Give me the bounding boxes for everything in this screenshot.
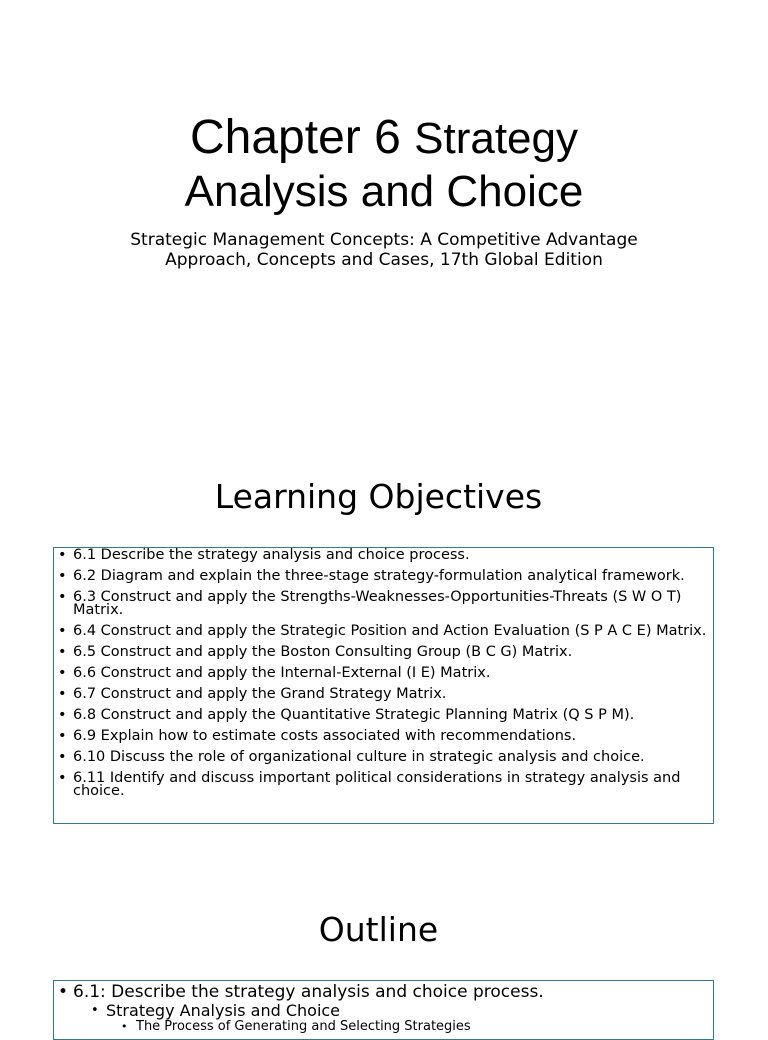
objective-item: • 6.10 Discuss the role of organizational culture in strategic analysis and choice. (58, 751, 709, 764)
outline-item: • 6.1: Describe the strategy analysis and choice process. (58, 982, 709, 1002)
objective-item: • 6.11 Identify and discuss important political considerations in strategy analysis and choice. (58, 772, 709, 798)
objective-item: • 6.5 Construct and apply the Boston Consulting Group (B C G) Matrix. (58, 646, 709, 659)
slide-title (0, 112, 768, 218)
objective-item: • 6.2 Diagram and explain the three-stage strategy-formulation analytical framework. (58, 570, 709, 583)
outline-box (53, 980, 714, 1040)
objectives-list (54, 548, 713, 798)
objective-item: • 6.1 Describe the strategy analysis and choice process. (58, 549, 709, 562)
title-line2: Analysis and Choice (184, 167, 584, 216)
objective-item: • 6.9 Explain how to estimate costs associated with recommendations. (58, 730, 709, 743)
outline-heading: Outline (318, 910, 439, 949)
outline-subsubitem: • The Process of Generating and Selecting Strategies (58, 1020, 709, 1034)
title-part2: Strategy (414, 114, 578, 163)
learning-objectives-box (53, 547, 714, 824)
objective-item: • 6.3 Construct and apply the Strengths-Weaknesses-Opportunities-Threats (S W O T) Matrix. (58, 591, 709, 617)
learning-objectives-heading: Learning Objectives (214, 477, 543, 516)
slide-subtitle: Strategic Management Concepts: A Competitive Advantage Approach, Concepts and Cases, 17th Global Edition (130, 230, 638, 270)
objective-item: • 6.4 Construct and apply the Strategic Position and Action Evaluation (S P A C E) Matrix. (58, 625, 709, 638)
title-part1: Chapter 6 (189, 111, 415, 164)
objective-item: • 6.8 Construct and apply the Quantitative Strategic Planning Matrix (Q S P M). (58, 709, 709, 722)
outline-list (54, 981, 713, 1034)
objective-item: • 6.7 Construct and apply the Grand Strategy Matrix. (58, 688, 709, 701)
outline-subitem: • Strategy Analysis and Choice (58, 1002, 709, 1020)
objective-item: • 6.6 Construct and apply the Internal-External (I E) Matrix. (58, 667, 709, 680)
